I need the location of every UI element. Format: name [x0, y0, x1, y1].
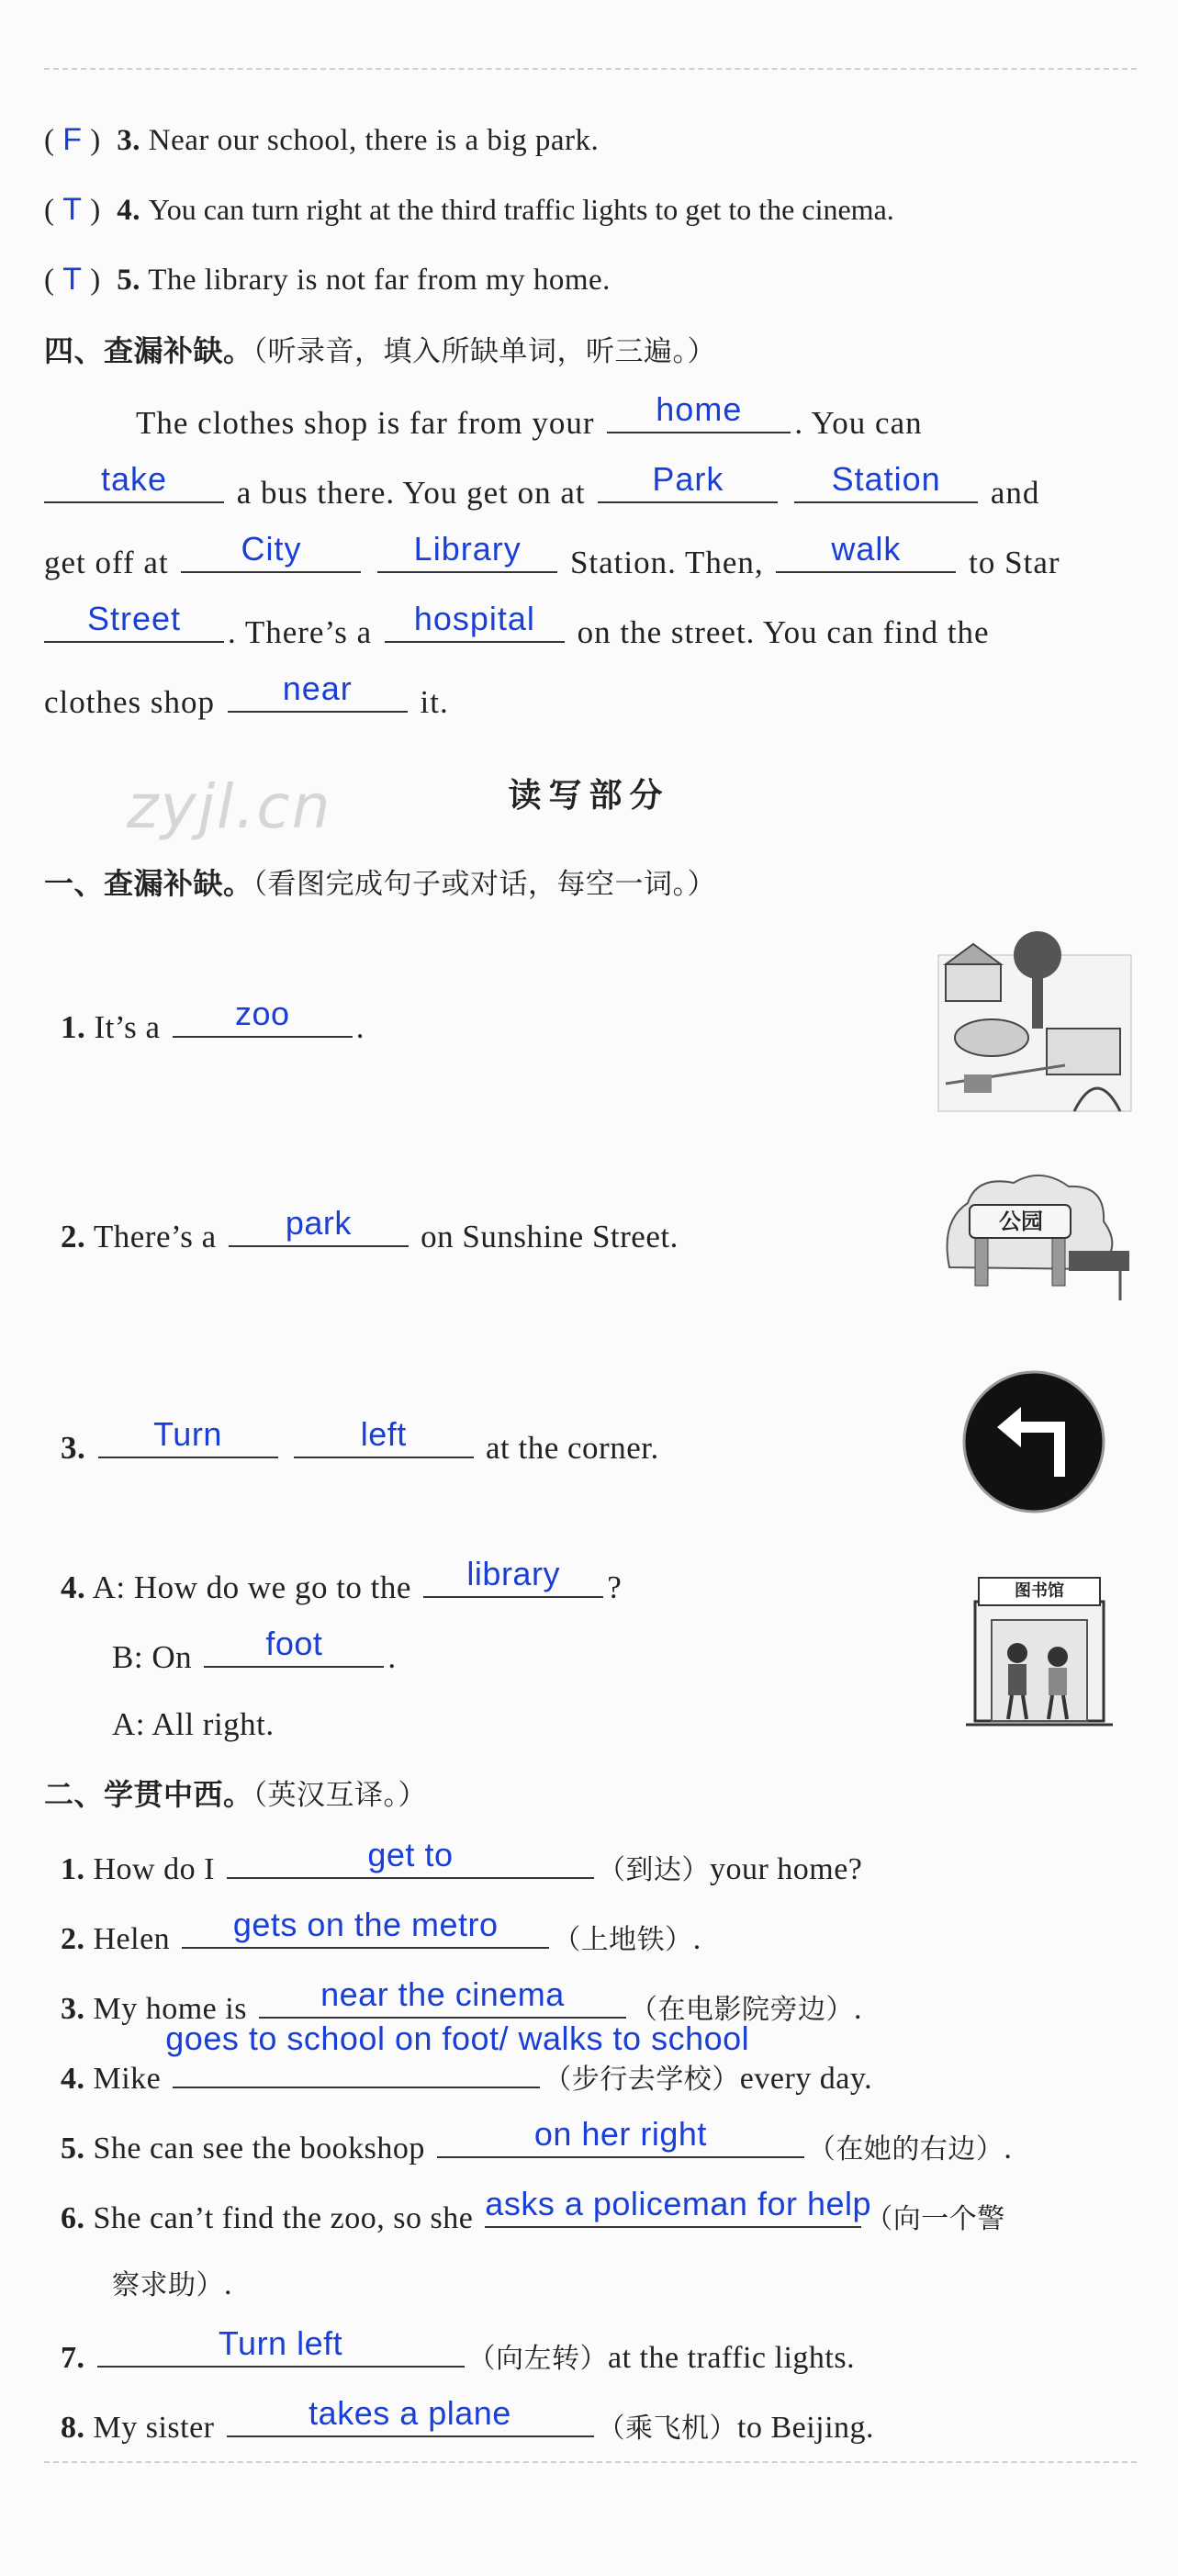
item-text: your home?	[709, 1852, 863, 1886]
cloze-blank[interactable]	[181, 530, 361, 573]
item-text: .	[1004, 2132, 1013, 2165]
cloze-answer: home	[656, 390, 743, 428]
cloze-line-3	[44, 530, 1137, 583]
answer-blank[interactable]	[98, 1415, 278, 1458]
tf-answer: T	[62, 192, 83, 227]
tf-item-3: ( F ) 3. Near our school, there is a big park.	[44, 119, 599, 161]
item-number: 4.	[117, 194, 141, 227]
cloze-answer: near	[282, 669, 353, 707]
item-text: A: How do we go to the	[92, 1569, 411, 1605]
cloze-answer: walk	[831, 530, 902, 568]
item-text: every day.	[739, 2062, 873, 2096]
item-number: 5.	[61, 2132, 85, 2165]
translate-item-7	[61, 2324, 856, 2379]
answer-blank[interactable]	[259, 1975, 626, 2019]
rw1-q4-a	[61, 1555, 623, 1608]
tf-item-5: ( T ) 5. The library is not far from my home.	[44, 259, 611, 300]
cloze-line-2	[44, 460, 1137, 513]
answer-text: library	[466, 1555, 560, 1592]
cloze-blank[interactable]	[598, 460, 778, 503]
cloze-answer: take	[100, 460, 168, 498]
item-text: You can turn right at the third traffic lights to get to the cinema.	[148, 193, 894, 226]
rw1-q1	[61, 995, 365, 1048]
answer-blank[interactable]	[173, 995, 353, 1038]
cloze-blank[interactable]	[776, 530, 956, 573]
cloze-answer: City	[241, 530, 302, 568]
item-text: My home is	[93, 1992, 247, 2026]
cloze-answer: hospital	[413, 600, 535, 637]
cloze-blank[interactable]	[228, 669, 408, 713]
rw2-title: 二、学贯中西。	[44, 1777, 253, 1812]
item-text: at the corner.	[486, 1430, 659, 1466]
cloze-blank[interactable]	[385, 600, 565, 643]
cloze-text: a bus there. You get on at	[236, 475, 586, 511]
item-text: The library is not far from my home.	[148, 264, 611, 297]
cloze-blank[interactable]	[794, 460, 978, 503]
tf-item-4: ( T ) 4. You can turn right at the third traffic lights to get to the cinema.	[44, 189, 894, 231]
cloze-text: and	[990, 475, 1040, 511]
rw1-q4-a2	[112, 1704, 275, 1745]
top-divider	[44, 68, 1137, 70]
answer-blank[interactable]	[227, 1836, 594, 1879]
item-text: She can see the bookshop	[93, 2132, 425, 2165]
tf-answer: F	[62, 122, 83, 157]
section4-title: 四、查漏补缺。	[44, 333, 253, 368]
chinese-hint: （在电影院旁边）	[629, 1994, 854, 2026]
item-number: 6.	[61, 2201, 85, 2235]
park-gate-icon	[940, 1166, 1133, 1304]
answer-blank[interactable]	[204, 1625, 384, 1668]
cloze-line-4	[44, 600, 1137, 653]
cloze-text: Station. Then,	[569, 545, 764, 580]
section4-heading	[44, 331, 716, 372]
zoo-illustration-icon	[937, 928, 1133, 1115]
answer-text: left	[360, 1415, 407, 1453]
answer-text: foot	[265, 1625, 323, 1662]
answer-blank[interactable]	[182, 1906, 549, 1949]
item-text: B: On	[112, 1639, 193, 1675]
cloze-text: it.	[420, 684, 449, 720]
item-text: .	[853, 1992, 862, 2026]
translate-item-6	[61, 2185, 1005, 2240]
item-text: My sister	[93, 2411, 215, 2445]
answer-blank[interactable]	[423, 1555, 603, 1598]
park-sign-text: 公园	[999, 1209, 1043, 1234]
item-text: at the traffic lights.	[608, 2341, 856, 2375]
rw1-q2	[61, 1204, 679, 1257]
item-text: .	[692, 1922, 701, 1956]
item-number: 3.	[61, 1430, 86, 1466]
chinese-hint: 察求助）	[112, 2269, 224, 2301]
answer-blank[interactable]	[97, 2324, 465, 2368]
item-number: 4.	[61, 1569, 86, 1605]
chinese-hint: （步行去学校）	[544, 2064, 740, 2096]
item-text: .	[224, 2267, 232, 2301]
item-number: 2.	[61, 1922, 85, 1956]
answer-text: gets on the metro	[232, 1906, 499, 1943]
library-illustration-icon	[966, 1574, 1113, 1730]
rw1-q4-b	[112, 1625, 397, 1678]
item-text: on Sunshine Street.	[421, 1219, 679, 1254]
watermark-logo: zyjl.cn	[127, 771, 332, 842]
part-title: 读写部分	[508, 776, 670, 815]
answer-text: goes to school on foot/ walks to school	[165, 2019, 750, 2057]
item-text: Mike	[93, 2062, 162, 2096]
answer-text: Turn	[153, 1415, 222, 1453]
answer-text: get to	[367, 1836, 454, 1873]
chinese-hint: （在她的右边）	[807, 2133, 1004, 2165]
answer-blank[interactable]	[485, 2185, 872, 2228]
item-text: She can’t find the zoo, so she	[93, 2201, 474, 2235]
cloze-answer: Park	[652, 460, 724, 498]
answer-text: zoo	[234, 995, 290, 1032]
item-number: 7.	[61, 2341, 85, 2375]
item-number: 4.	[61, 2062, 85, 2096]
chinese-hint: （乘飞机）	[597, 2413, 737, 2445]
translate-item-6-cont	[112, 2265, 232, 2306]
answer-text: near the cinema	[320, 1975, 565, 2013]
cloze-text: to Star	[969, 545, 1060, 580]
cloze-text: . You can	[794, 405, 923, 441]
item-number: 8.	[61, 2411, 85, 2445]
cloze-text: on the street. You can find the	[577, 614, 990, 650]
item-number: 2.	[61, 1219, 86, 1254]
library-sign-text: 图书馆	[1015, 1581, 1064, 1601]
bottom-divider	[44, 2461, 1137, 2463]
section4-note: （听录音，填入所缺单词，听三遍。）	[252, 335, 717, 368]
tf-answer: T	[62, 262, 83, 297]
item-number: 3.	[61, 1992, 85, 2026]
answer-text: park	[285, 1204, 352, 1242]
item-text: It’s a	[94, 1009, 161, 1045]
cloze-text: clothes shop	[44, 684, 216, 720]
rw2-heading	[44, 1774, 427, 1816]
item-number: 5.	[117, 264, 141, 297]
cloze-blank[interactable]	[44, 460, 224, 503]
item-number: 1.	[61, 1009, 86, 1045]
cloze-text: get off at	[44, 545, 169, 580]
translate-item-8	[61, 2394, 875, 2449]
rw2-note: （英汉互译。）	[252, 1779, 428, 1812]
cloze-blank[interactable]	[377, 530, 557, 573]
item-text: .	[387, 1639, 397, 1675]
item-text: to Beijing.	[737, 2411, 875, 2445]
cloze-answer: Street	[86, 600, 182, 637]
item-text: Helen	[93, 1922, 171, 1956]
answer-text: takes a plane	[309, 2394, 511, 2432]
item-text: ?	[607, 1569, 623, 1605]
turn-left-sign-icon	[960, 1368, 1107, 1515]
item-number: 3.	[117, 124, 141, 157]
chinese-hint: （到达）	[597, 1854, 710, 1886]
translate-item-1	[61, 1836, 863, 1891]
answer-text: on her right	[533, 2115, 707, 2153]
translate-item-4	[61, 2019, 873, 2100]
cloze-blank[interactable]	[44, 600, 224, 643]
answer-blank[interactable]	[229, 1204, 409, 1247]
answer-blank[interactable]	[227, 2394, 594, 2437]
cloze-line-1	[44, 390, 1137, 444]
item-number: 1.	[61, 1852, 85, 1886]
cloze-text: The clothes shop is far from your	[136, 405, 595, 441]
answer-text: asks a policeman for help	[485, 2185, 872, 2222]
item-text: A: All right.	[112, 1706, 275, 1742]
translate-item-5	[61, 2115, 1013, 2170]
rw1-q3	[61, 1415, 659, 1468]
cloze-line-5	[44, 669, 1137, 723]
chinese-hint: （上地铁）	[553, 1924, 693, 1956]
chinese-hint: （向左转）	[467, 2343, 608, 2375]
answer-text: Turn left	[218, 2324, 343, 2362]
rw1-heading	[44, 863, 716, 905]
cloze-answer: Station	[831, 460, 941, 498]
answer-blank[interactable]	[437, 2115, 804, 2158]
item-text: .	[355, 1009, 365, 1045]
cloze-blank[interactable]	[607, 390, 791, 433]
item-text: There’s a	[93, 1219, 217, 1254]
rw1-note: （看图完成句子或对话，每空一词。）	[252, 868, 717, 901]
cloze-answer: Library	[413, 530, 522, 568]
answer-blank[interactable]	[294, 1415, 474, 1458]
chinese-hint: （向一个警	[865, 2203, 1005, 2235]
translate-item-2	[61, 1906, 701, 1961]
rw1-title: 一、查漏补缺。	[44, 866, 253, 901]
item-text: Near our school, there is a big park.	[148, 124, 600, 157]
cloze-text: . There’s a	[228, 614, 373, 650]
item-text: How do I	[93, 1852, 215, 1886]
